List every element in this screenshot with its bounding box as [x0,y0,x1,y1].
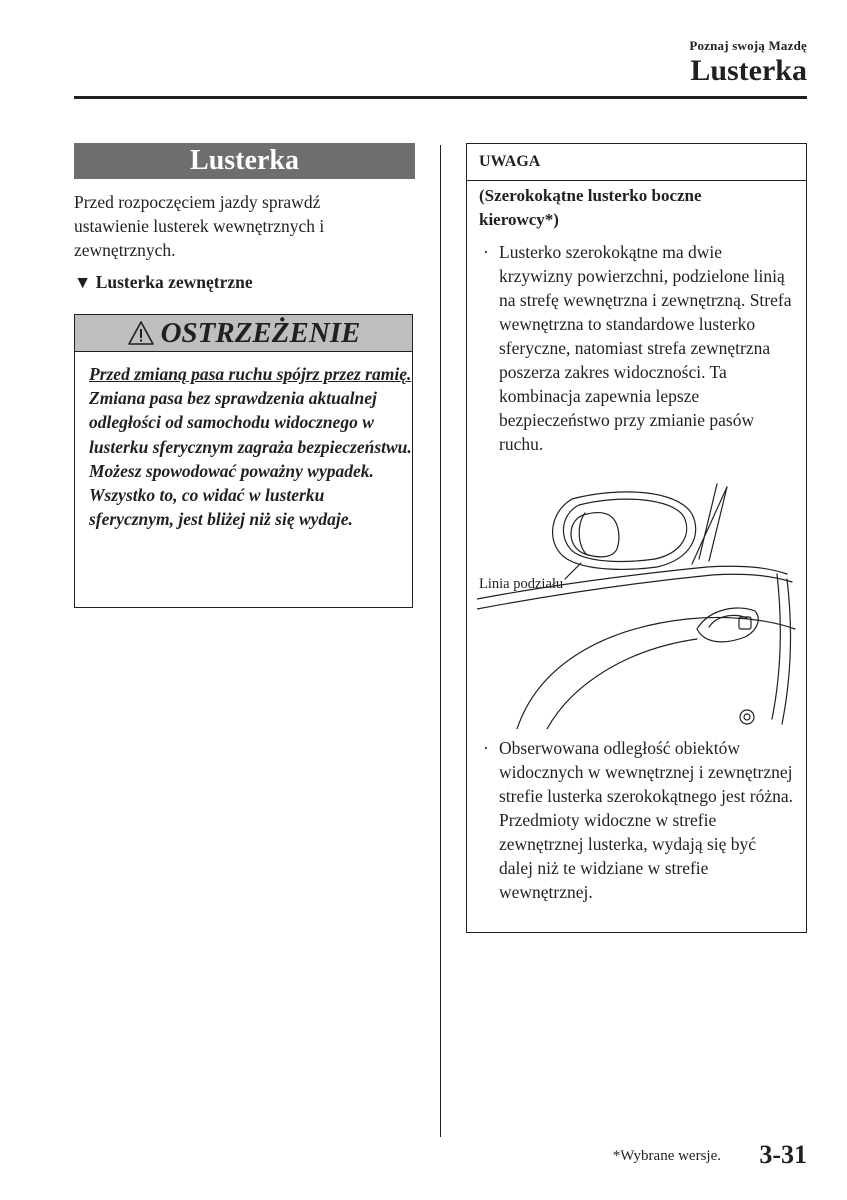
warning-label: OSTRZEŻENIE [160,316,361,349]
header-section-label: Poznaj swoją Mazdę [689,38,807,53]
note-bullet-2 [479,736,794,904]
side-mirror-illustration [477,479,802,729]
section-title: Lusterka [74,143,415,179]
note-subtitle: (Szerokokątne lusterko boczne kierowcy*) [479,186,702,229]
bullet-text: Obserwowana odległość obiektów widocznych w wewnętrznej i zewnętrznej strefie lusterka szerokokątnego jest różna. Przedmioty widoczne w strefie zewnętrznej lusterka, wydają się być dalej niż te widziane w strefie wewnętrznej. [499,738,793,902]
warning-line-1: Przed zmianą pasa ruchu spójrz przez ramię. [89,364,412,384]
footnote: *Wybrane wersje. [612,1148,721,1164]
note-box [466,143,807,933]
warning-text: Zmiana pasa bez sprawdzenia aktualnej odległości od samochodu widocznego w lusterku sferycznym zagraża bezpieczeństwu. Możesz spowodować poważny wypadek. Wszystko to, co widać w lusterku sferycznym, jest bliżej niż się wydaje. [89,388,412,530]
bullet-dot: · [483,242,489,262]
illustration-caption: Linia podziału [479,576,564,592]
page-number: 3-31 [759,1140,807,1169]
page-title: Lusterka [690,54,807,87]
column-divider [440,145,441,1137]
note-header: UWAGA [467,144,806,181]
subheading-outside-mirrors: ▼ Lusterka zewnętrzne [74,272,253,292]
intro-paragraph: Przed rozpoczęciem jazdy sprawdź ustawienie lusterek wewnętrznych i zewnętrznych. [74,192,325,260]
bullet-text: Lusterko szerokokątne ma dwie krzywizny powierzchni, podzielone linią na strefę wewnętrzna i zewnętrzną. Strefa wewnętrzna to standardowe lusterko sferyczne, natomiast strefa zewnętrzna poszerza zakres widoczności. Ta kombinacja zapewnia lepsze bezpieczeństwo przy zmianie pasów ruchu. [499,242,792,454]
bullet-dot: · [483,738,489,758]
warning-header [75,315,412,352]
warning-triangle-icon [127,320,155,346]
header-divider [74,96,807,99]
note-bullet-1 [479,240,794,456]
warning-box [74,314,413,608]
warning-body [75,352,412,531]
